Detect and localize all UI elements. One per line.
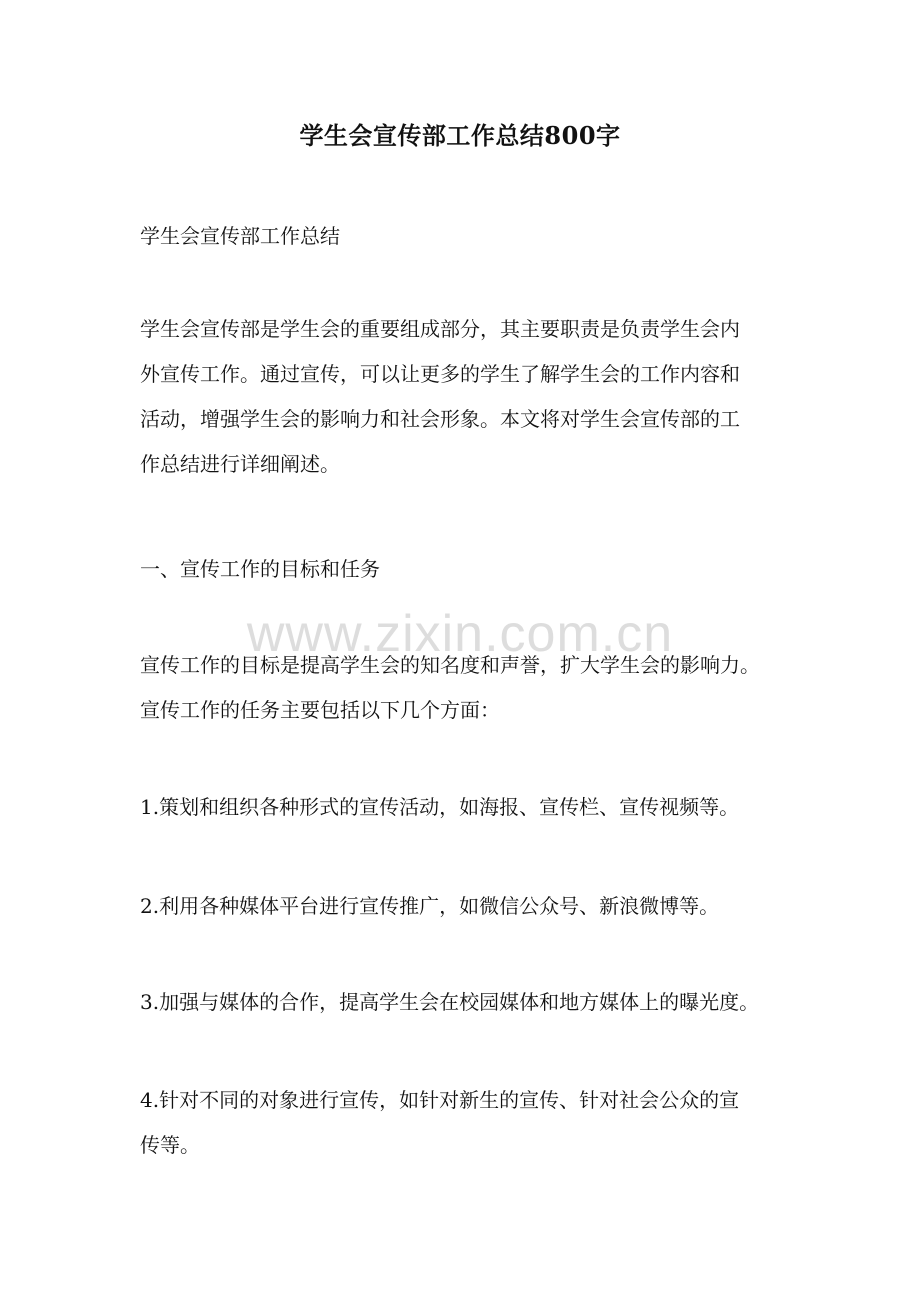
- list-item-text: 传等。: [140, 1133, 200, 1157]
- section1-paragraph: [140, 643, 800, 733]
- intro-line: 学生会宣传部是学生会的重要组成部分，其主要职责是负责学生会内: [140, 317, 740, 341]
- section1-line: 宣传工作的任务主要包括以下几个方面：: [140, 698, 500, 722]
- list-item-4: [140, 1078, 800, 1168]
- section1-line: 宣传工作的目标是提高学生会的知名度和声誉，扩大学生会的影响力。: [140, 653, 760, 677]
- list-item-text: 3.加强与媒体的合作，提高学生会在校园媒体和地方媒体上的曝光度。: [140, 990, 760, 1014]
- list-item-text: 4.针对不同的对象进行宣传，如针对新生的宣传、针对社会公众的宣: [140, 1088, 740, 1112]
- document-subtitle: [140, 214, 800, 259]
- document-title: 学生会宣传部工作总结800字: [299, 121, 621, 150]
- section1-heading: [140, 547, 800, 592]
- list-item-2: [140, 884, 800, 929]
- list-item-text: 2.利用各种媒体平台进行宣传推广，如微信公众号、新浪微博等。: [140, 894, 720, 918]
- subtitle-text: 学生会宣传部工作总结: [140, 224, 340, 248]
- intro-line: 外宣传工作。通过宣传，可以让更多的学生了解学生会的工作内容和: [140, 362, 740, 386]
- intro-line: 作总结进行详细阐述。: [140, 452, 340, 476]
- list-item-1: [140, 785, 800, 830]
- intro-line: 活动，增强学生会的影响力和社会形象。本文将对学生会宣传部的工: [140, 407, 740, 431]
- list-item-3: [140, 980, 800, 1025]
- section1-heading-text: 一、宣传工作的目标和任务: [140, 557, 380, 581]
- intro-paragraph: [140, 307, 800, 487]
- watermark-text: www.zixin.com.cn: [246, 605, 674, 663]
- list-item-text: 1.策划和组织各种形式的宣传活动，如海报、宣传栏、宣传视频等。: [140, 795, 740, 819]
